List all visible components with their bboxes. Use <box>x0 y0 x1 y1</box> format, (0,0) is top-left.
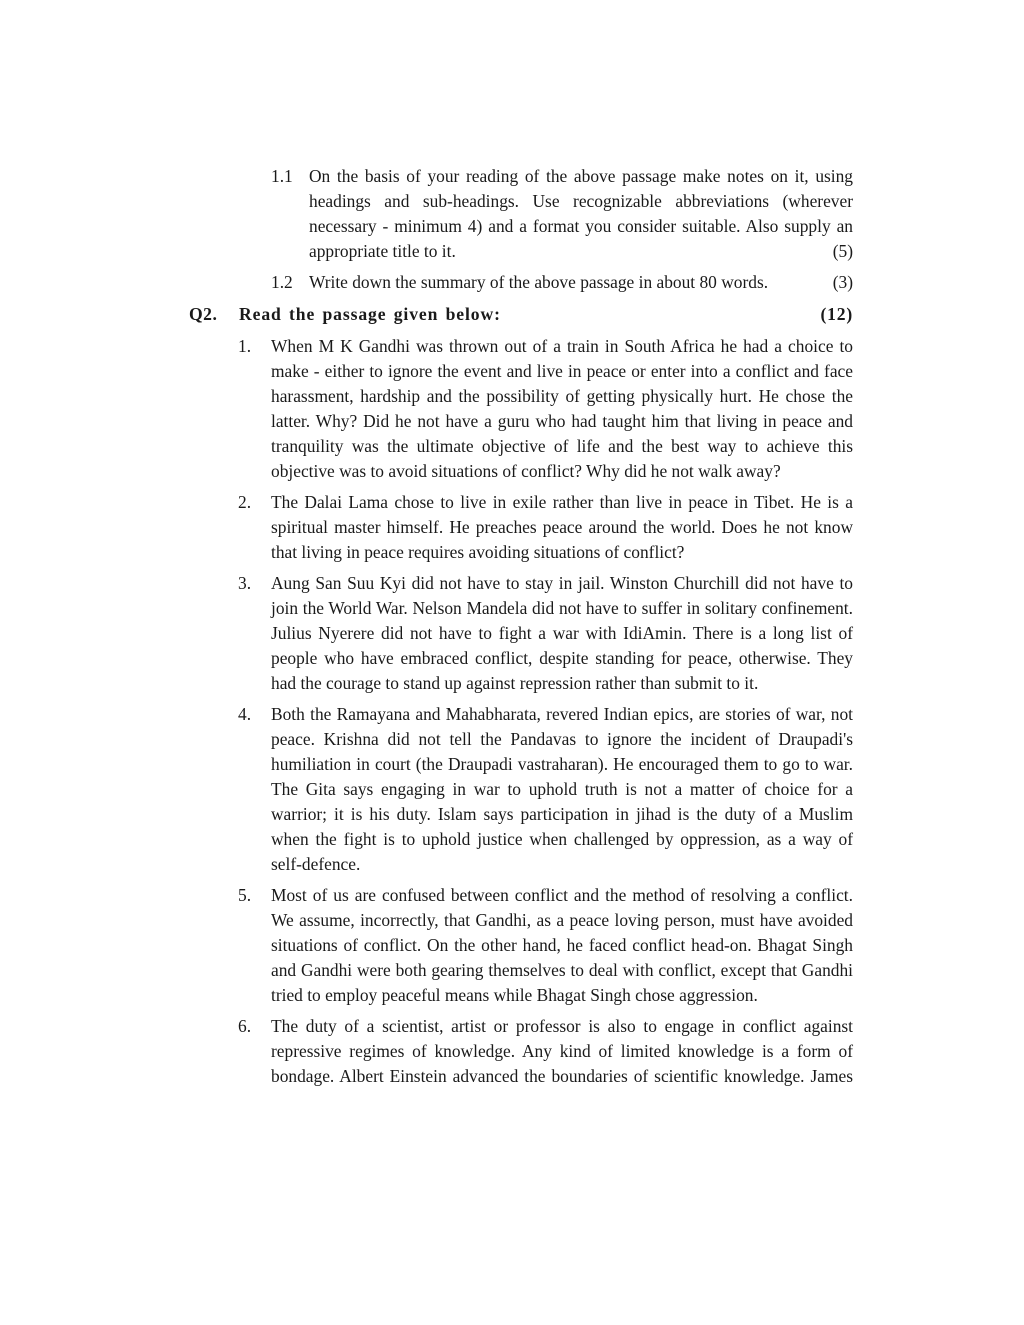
subquestion-1-1 <box>271 164 853 264</box>
subquestion-text: Write down the summary of the above passage in about 80 words. <box>309 272 769 292</box>
passage-paragraph-6 <box>238 1014 853 1089</box>
paragraph-text: The Dalai Lama chose to live in exile rather than live in peace in Tibet. He is a spiritual master himself. He preaches peace around the world. Does he not know that living in peace requires avoiding situations of conflict? <box>271 492 853 562</box>
subquestion-1-2 <box>271 270 853 295</box>
passage-paragraph-2 <box>238 490 853 565</box>
subquestion-body <box>309 270 853 295</box>
paragraph-number: 1. <box>238 336 252 356</box>
marks-label: (5) <box>832 241 853 261</box>
passage-paragraph-1 <box>238 334 853 484</box>
question-number: Q2. <box>189 304 218 324</box>
paragraph-number: 3. <box>238 573 252 593</box>
subquestion-number: 1.2 <box>271 272 293 292</box>
paragraph-text: Aung San Suu Kyi did not have to stay in jail. Winston Churchill did not have to join the World War. Nelson Mandela did not have to suffer in solitary confinement. Julius Nyerere did not have to fight a war with IdiAmin. There is a long list of people who have embraced conflict, despite standing for peace, otherwise. They had the courage to stand up against repression rather than submit to it. <box>271 573 853 693</box>
paragraph-number: 6. <box>238 1016 252 1036</box>
paragraph-text: The duty of a scientist, artist or professor is also to engage in conflict against repressive regimes of knowledge. Any kind of limited knowledge is a form of bondage. Albert Einstein advanced the boundaries of scientific knowledge. James <box>271 1016 853 1086</box>
subquestion-text: On the basis of your reading of the above passage make notes on it, using headings and sub-headings. Use recognizable abbreviations (wherever necessary - minimum 4) and a format you consider suitable. Also supply an appropriate title to it. <box>309 166 853 261</box>
marks-label: (3) <box>832 272 853 292</box>
paragraph-number: 2. <box>238 492 252 512</box>
paragraph-text: When M K Gandhi was thrown out of a train in South Africa he had a choice to make - either to ignore the event and live in peace or enter into a conflict and face harassment, hardship and the possibility of getting physically hurt. He chose the latter. Why? Did he not have a guru who had taught him that living in peace and tranquility was the ultimate objective of life and the best way to achieve this objective was to avoid situations of conflict? Why did he not walk away? <box>271 336 853 481</box>
subquestion-body <box>309 164 853 264</box>
passage-paragraph-4 <box>238 702 853 877</box>
paragraph-number: 5. <box>238 885 252 905</box>
paragraph-number: 4. <box>238 704 252 724</box>
paragraph-text: Both the Ramayana and Mahabharata, revered Indian epics, are stories of war, not peace. Krishna did not tell the Pandavas to ignore the incident of Draupadi's humiliation in court (the Draupadi vastraharan). He encouraged them to go to war. The Gita says engaging in war to uphold truth is not a matter of choice for a warrior; it is his duty. Islam says participation in jihad is the duty of a Muslim when the fight is to uphold justice when challenged by oppression, as a way of self-defence. <box>271 704 853 874</box>
subquestion-number: 1.1 <box>271 166 293 186</box>
paragraph-text: Most of us are confused between conflict and the method of resolving a conflict. We assume, incorrectly, that Gandhi, as a peace loving person, must have avoided situations of conflict. On the other hand, he faced conflict head-on. Bhagat Singh and Gandhi were both gearing themselves to deal with conflict, except that Gandhi tried to employ peaceful means while Bhagat Singh chose aggression. <box>271 885 853 1005</box>
question-heading-text: Read the passage given below: <box>239 304 501 324</box>
passage-paragraph-3 <box>238 571 853 696</box>
question-marks: (12) <box>820 304 853 324</box>
passage-paragraph-5 <box>238 883 853 1008</box>
